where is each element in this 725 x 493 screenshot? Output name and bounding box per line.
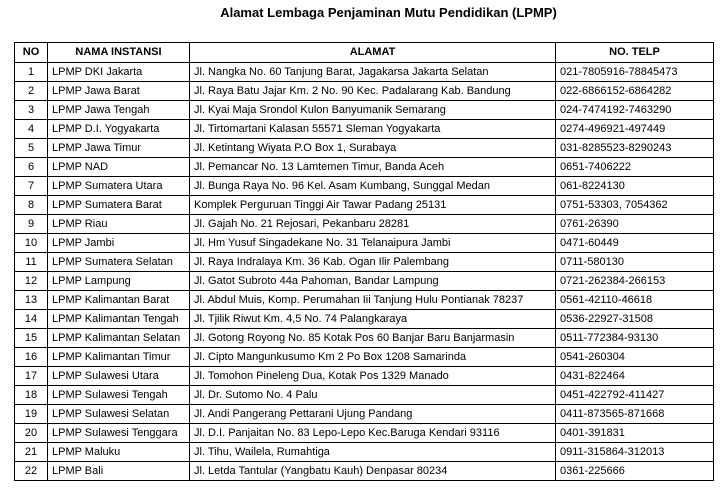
cell-nama-instansi: LPMP NAD	[48, 158, 190, 177]
cell-no: 7	[15, 177, 48, 196]
cell-nama-instansi: LPMP Kalimantan Barat	[48, 291, 190, 310]
cell-no: 4	[15, 120, 48, 139]
cell-no: 9	[15, 215, 48, 234]
cell-no-telp: 021-7805916-78845473	[556, 63, 714, 82]
cell-alamat: Jl. Kyai Maja Srondol Kulon Banyumanik Semarang	[190, 101, 556, 120]
cell-alamat: Jl. Nangka No. 60 Tanjung Barat, Jagakarsa Jakarta Selatan	[190, 63, 556, 82]
table-row	[15, 424, 714, 443]
cell-nama-instansi: LPMP Lampung	[48, 272, 190, 291]
cell-no-telp: 0541-260304	[556, 348, 714, 367]
cell-alamat: Jl. Andi Pangerang Pettarani Ujung Pandang	[190, 405, 556, 424]
table-row	[15, 367, 714, 386]
table-row	[15, 158, 714, 177]
table-row	[15, 386, 714, 405]
header-alamat: ALAMAT	[190, 43, 556, 63]
cell-nama-instansi: LPMP Sumatera Selatan	[48, 253, 190, 272]
table-row	[15, 101, 714, 120]
cell-no: 16	[15, 348, 48, 367]
cell-alamat: Jl. Dr. Sutomo No. 4 Palu	[190, 386, 556, 405]
cell-alamat: Jl. Abdul Muis, Komp. Perumahan Iii Tanjung Hulu Pontianak 78237	[190, 291, 556, 310]
cell-no: 10	[15, 234, 48, 253]
cell-nama-instansi: LPMP Kalimantan Timur	[48, 348, 190, 367]
header-no: NO	[15, 43, 48, 63]
cell-no: 21	[15, 443, 48, 462]
cell-no-telp: 024-7474192-7463290	[556, 101, 714, 120]
table-row	[15, 405, 714, 424]
cell-alamat: Jl. Letda Tantular (Yangbatu Kauh) Denpasar 80234	[190, 462, 556, 481]
cell-nama-instansi: LPMP Kalimantan Tengah	[48, 310, 190, 329]
cell-no: 6	[15, 158, 48, 177]
cell-no: 11	[15, 253, 48, 272]
cell-no-telp: 0536-22927-31508	[556, 310, 714, 329]
table-row	[15, 234, 714, 253]
cell-no: 20	[15, 424, 48, 443]
cell-nama-instansi: LPMP Maluku	[48, 443, 190, 462]
cell-nama-instansi: LPMP Jawa Barat	[48, 82, 190, 101]
table-row	[15, 139, 714, 158]
cell-alamat: Jl. Tirtomartani Kalasan 55571 Sleman Yogyakarta	[190, 120, 556, 139]
cell-no-telp: 0431-822464	[556, 367, 714, 386]
cell-nama-instansi: LPMP Sumatera Barat	[48, 196, 190, 215]
cell-no-telp: 022-6866152-6864282	[556, 82, 714, 101]
cell-no: 5	[15, 139, 48, 158]
table-row	[15, 177, 714, 196]
cell-no-telp: 0751-53303, 7054362	[556, 196, 714, 215]
cell-nama-instansi: LPMP DKI Jakarta	[48, 63, 190, 82]
cell-alamat: Jl. Tomohon Pineleng Dua, Kotak Pos 1329 Manado	[190, 367, 556, 386]
cell-nama-instansi: LPMP Jambi	[48, 234, 190, 253]
cell-nama-instansi: LPMP Jawa Tengah	[48, 101, 190, 120]
cell-alamat: Jl. Raya Indralaya Km. 36 Kab. Ogan Ilir Palembang	[190, 253, 556, 272]
table-row	[15, 272, 714, 291]
table-header-row	[15, 43, 714, 63]
table-row	[15, 82, 714, 101]
cell-no-telp: 0361-225666	[556, 462, 714, 481]
cell-no: 2	[15, 82, 48, 101]
table-row	[15, 348, 714, 367]
cell-no: 8	[15, 196, 48, 215]
cell-alamat: Jl. Tihu, Wailela, Rumahtiga	[190, 443, 556, 462]
cell-no-telp: 0561-42110-46618	[556, 291, 714, 310]
cell-no: 13	[15, 291, 48, 310]
cell-no-telp: 0711-580130	[556, 253, 714, 272]
cell-nama-instansi: LPMP Kalimantan Selatan	[48, 329, 190, 348]
table-row	[15, 120, 714, 139]
cell-no: 14	[15, 310, 48, 329]
cell-alamat: Jl. Hm Yusuf Singadekane No. 31 Telanaipura Jambi	[190, 234, 556, 253]
cell-nama-instansi: LPMP Sulawesi Tenggara	[48, 424, 190, 443]
cell-no-telp: 0411-873565-871668	[556, 405, 714, 424]
cell-alamat: Jl. Raya Batu Jajar Km. 2 No. 90 Kec. Padalarang Kab. Bandung	[190, 82, 556, 101]
cell-alamat: Jl. Gotong Royong No. 85 Kotak Pos 60 Banjar Baru Banjarmasin	[190, 329, 556, 348]
table-row	[15, 291, 714, 310]
cell-no-telp: 0651-7406222	[556, 158, 714, 177]
cell-no-telp: 0274-496921-497449	[556, 120, 714, 139]
cell-nama-instansi: LPMP Jawa Timur	[48, 139, 190, 158]
cell-no: 1	[15, 63, 48, 82]
cell-alamat: Jl. Tjilik Riwut Km. 4,5 No. 74 Palangkaraya	[190, 310, 556, 329]
table-body	[15, 63, 714, 481]
cell-no: 18	[15, 386, 48, 405]
cell-alamat: Jl. D.I. Panjaitan No. 83 Lepo-Lepo Kec.Baruga Kendari 93116	[190, 424, 556, 443]
cell-nama-instansi: LPMP Sulawesi Tengah	[48, 386, 190, 405]
cell-nama-instansi: LPMP Sumatera Utara	[48, 177, 190, 196]
cell-alamat: Jl. Gajah No. 21 Rejosari, Pekanbaru 28281	[190, 215, 556, 234]
cell-alamat: Komplek Perguruan Tinggi Air Tawar Padang 25131	[190, 196, 556, 215]
cell-no: 3	[15, 101, 48, 120]
cell-no: 22	[15, 462, 48, 481]
table-row	[15, 253, 714, 272]
cell-no-telp: 0761-26390	[556, 215, 714, 234]
table-row	[15, 196, 714, 215]
cell-alamat: Jl. Cipto Mangunkusumo Km 2 Po Box 1208 Samarinda	[190, 348, 556, 367]
cell-no-telp: 0471-60449	[556, 234, 714, 253]
cell-no-telp: 0721-262384-266153	[556, 272, 714, 291]
cell-no-telp: 0451-422792-411427	[556, 386, 714, 405]
cell-nama-instansi: LPMP Sulawesi Utara	[48, 367, 190, 386]
page-title: Alamat Lembaga Penjaminan Mutu Pendidikan (LPMP)	[220, 5, 557, 20]
table-row	[15, 310, 714, 329]
cell-no: 12	[15, 272, 48, 291]
cell-alamat: Jl. Gatot Subroto 44a Pahoman, Bandar Lampung	[190, 272, 556, 291]
cell-nama-instansi: LPMP Bali	[48, 462, 190, 481]
cell-no-telp: 0511-772384-93130	[556, 329, 714, 348]
cell-no-telp: 031-8285523-8290243	[556, 139, 714, 158]
header-no-telp: NO. TELP	[556, 43, 714, 63]
cell-nama-instansi: LPMP Sulawesi Selatan	[48, 405, 190, 424]
cell-no: 17	[15, 367, 48, 386]
cell-no: 19	[15, 405, 48, 424]
cell-alamat: Jl. Bunga Raya No. 96 Kel. Asam Kumbang, Sunggal Medan	[190, 177, 556, 196]
cell-nama-instansi: LPMP D.I. Yogyakarta	[48, 120, 190, 139]
cell-no-telp: 0911-315864-312013	[556, 443, 714, 462]
table-row	[15, 329, 714, 348]
cell-no-telp: 061-8224130	[556, 177, 714, 196]
cell-alamat: Jl. Pemancar No. 13 Lamtemen Timur, Banda Aceh	[190, 158, 556, 177]
table-row	[15, 63, 714, 82]
lpmp-address-table	[14, 42, 714, 481]
cell-no: 15	[15, 329, 48, 348]
table-row	[15, 443, 714, 462]
cell-nama-instansi: LPMP Riau	[48, 215, 190, 234]
cell-no-telp: 0401-391831	[556, 424, 714, 443]
table-row	[15, 462, 714, 481]
table-row	[15, 215, 714, 234]
header-nama-instansi: NAMA INSTANSI	[48, 43, 190, 63]
cell-alamat: Jl. Ketintang Wiyata P.O Box 1, Surabaya	[190, 139, 556, 158]
